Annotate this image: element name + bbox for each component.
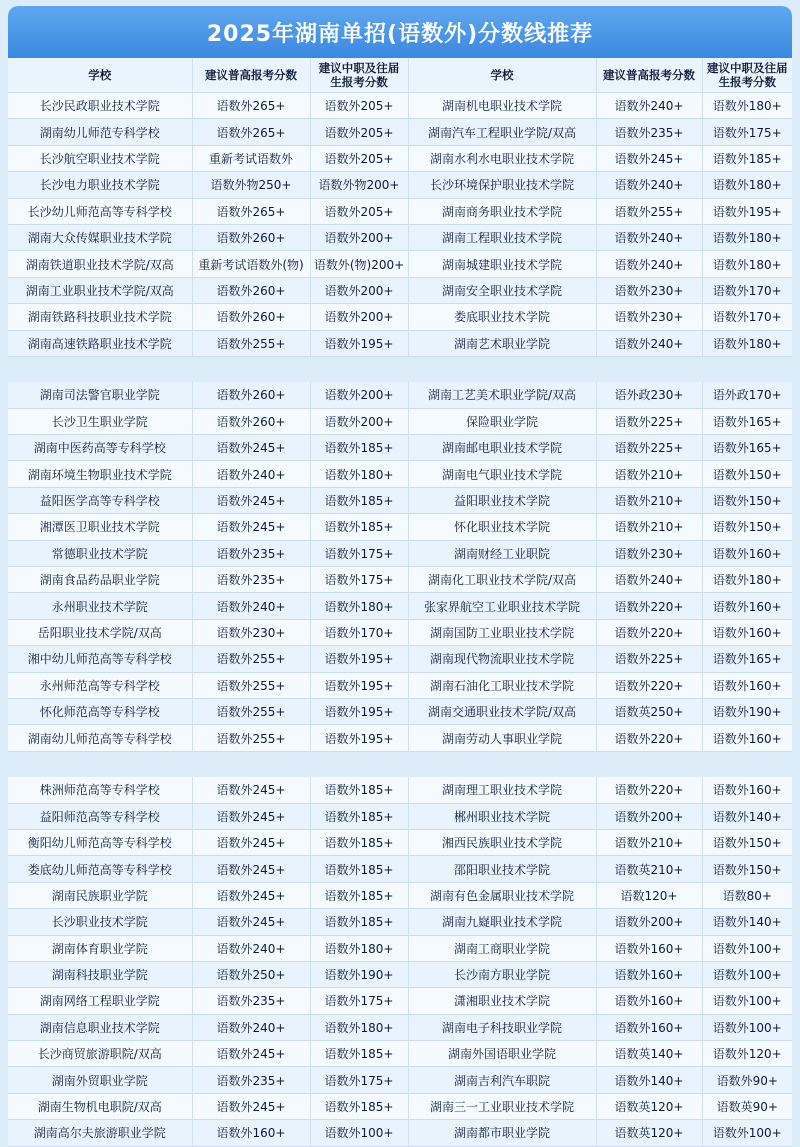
general-score-left: 语数外240+: [192, 935, 310, 961]
vocational-score-left: 语数外180+: [310, 935, 408, 961]
school-name-right: 湖南工艺美术职业学院/双高: [408, 382, 596, 408]
vocational-score-left: 语数外185+: [310, 803, 408, 829]
vocational-score-right: 语数英90+: [702, 1093, 792, 1119]
vocational-score-left: 语数外195+: [310, 672, 408, 698]
vocational-score-left: 语数外195+: [310, 330, 408, 356]
vocational-score-left: 语数外205+: [310, 93, 408, 119]
general-score-left: 语数外230+: [192, 619, 310, 645]
vocational-score-left: 语数外185+: [310, 882, 408, 908]
school-name-right: 潇湘职业技术学院: [408, 988, 596, 1014]
school-name-right: 湖南三一工业职业技术学院: [408, 1093, 596, 1119]
school-name-right: 湖南水利水电职业技术学院: [408, 145, 596, 171]
vocational-score-right: 语数外100+: [702, 1120, 792, 1146]
school-name-right: 湖南理工职业技术学院: [408, 777, 596, 803]
school-name-right: 益阳职业技术学院: [408, 487, 596, 513]
vocational-score-left: 语数外200+: [310, 382, 408, 408]
vocational-score-left: 语数外185+: [310, 1041, 408, 1067]
header-vocational-line1: 建议中职及往届: [707, 61, 788, 75]
vocational-score-right: 语数外180+: [702, 93, 792, 119]
table-row: [8, 330, 792, 356]
general-score-right: 语数外230+: [596, 277, 702, 303]
vocational-score-left: 语数外185+: [310, 829, 408, 855]
school-name-right: 湖南城建职业技术学院: [408, 251, 596, 277]
vocational-score-left: 语数外185+: [310, 435, 408, 461]
general-score-right: 语数外210+: [596, 487, 702, 513]
table-row: [8, 935, 792, 961]
school-name-left: 湖南科技职业学院: [8, 961, 192, 987]
table-row: [8, 514, 792, 540]
table-row: [8, 672, 792, 698]
school-name-left: 湖南民族职业学院: [8, 882, 192, 908]
general-score-right: 语数英120+: [596, 1120, 702, 1146]
vocational-score-left: 语数外185+: [310, 777, 408, 803]
vocational-score-right: 语数外180+: [702, 224, 792, 250]
school-name-left: 湖南司法警官职业学院: [8, 382, 192, 408]
school-name-left: 长沙电力职业技术学院: [8, 172, 192, 198]
vocational-score-right: 语数外150+: [702, 487, 792, 513]
general-score-left: 语数外235+: [192, 988, 310, 1014]
general-score-left: 语数外260+: [192, 224, 310, 250]
table-row: [8, 251, 792, 277]
table-row: [8, 593, 792, 619]
general-score-right: 语数外160+: [596, 935, 702, 961]
general-score-right: 语数英140+: [596, 1041, 702, 1067]
school-name-left: 长沙职业技术学院: [8, 909, 192, 935]
page-title: 2025年湖南单招(语数外)分数线推荐: [206, 21, 594, 47]
school-name-left: 湖南铁道职业技术学院/双高: [8, 251, 192, 277]
title-bar: [8, 6, 792, 58]
general-score-right: 语数外200+: [596, 803, 702, 829]
table-row: [8, 487, 792, 513]
header-vocational-line2: 生报考分数: [330, 75, 388, 89]
vocational-score-right: 语数外100+: [702, 988, 792, 1014]
vocational-score-left: 语数外180+: [310, 461, 408, 487]
school-name-right: 湖南外国语职业学院: [408, 1041, 596, 1067]
school-name-left: 益阳师范高等专科学校: [8, 803, 192, 829]
table-row: [8, 277, 792, 303]
vocational-score-right: 语数外120+: [702, 1041, 792, 1067]
school-name-left: 湖南铁路科技职业技术学院: [8, 304, 192, 330]
school-name-right: 湖南艺术职业学院: [408, 330, 596, 356]
vocational-score-left: 语数外180+: [310, 593, 408, 619]
general-score-right: 语数外220+: [596, 619, 702, 645]
table-row: [8, 567, 792, 593]
school-name-left: 永州师范高等专科学校: [8, 672, 192, 698]
vocational-score-right: 语数外100+: [702, 935, 792, 961]
table-row: [8, 856, 792, 882]
general-score-left: 语数外260+: [192, 277, 310, 303]
vocational-score-right: 语数外140+: [702, 803, 792, 829]
school-name-right: 长沙环境保护职业技术学院: [408, 172, 596, 198]
general-score-right: 语数外160+: [596, 988, 702, 1014]
header-vocational-line1: 建议中职及往届: [318, 61, 400, 75]
general-score-left: 语数外255+: [192, 646, 310, 672]
vocational-score-left: 语数外物200+: [310, 172, 408, 198]
vocational-score-left: 语数外180+: [310, 1014, 408, 1040]
vocational-score-left: 语数外200+: [310, 408, 408, 434]
table-row: [8, 145, 792, 171]
general-score-left: 语数外240+: [192, 461, 310, 487]
vocational-score-left: 语数外195+: [310, 646, 408, 672]
school-name-right: 湖南交通职业技术学院/双高: [408, 698, 596, 724]
vocational-score-right: 语数80+: [702, 882, 792, 908]
school-name-right: 湖南石油化工职业技术学院: [408, 672, 596, 698]
general-score-right: 语数外220+: [596, 672, 702, 698]
table-row: [8, 408, 792, 434]
vocational-score-right: 语数外165+: [702, 435, 792, 461]
table-row: [8, 1067, 792, 1093]
general-score-right: 语数外240+: [596, 330, 702, 356]
table-row: [8, 646, 792, 672]
general-score-right: 语数120+: [596, 882, 702, 908]
school-name-right: 娄底职业技术学院: [408, 304, 596, 330]
vocational-score-left: 语数外(物)200+: [310, 251, 408, 277]
vocational-score-right: 语数外140+: [702, 909, 792, 935]
general-score-left: 语数外235+: [192, 1067, 310, 1093]
school-name-left: 湖南信息职业技术学院: [8, 1014, 192, 1040]
general-score-left: 语数外245+: [192, 514, 310, 540]
general-score-left: 语数外240+: [192, 1014, 310, 1040]
general-score-right: 语数外245+: [596, 145, 702, 171]
vocational-score-right: 语数外100+: [702, 961, 792, 987]
school-name-right: 湖南财经工业职院: [408, 540, 596, 566]
table-row: [8, 777, 792, 803]
school-name-right: 邵阳职业技术学院: [408, 856, 596, 882]
general-score-left: 语数外255+: [192, 698, 310, 724]
school-name-right: 湖南商务职业技术学院: [408, 198, 596, 224]
general-score-left: 语数外245+: [192, 829, 310, 855]
vocational-score-right: 语数外165+: [702, 646, 792, 672]
vocational-score-left: 语数外205+: [310, 198, 408, 224]
vocational-score-left: 语数外185+: [310, 909, 408, 935]
school-name-right: 湖南安全职业技术学院: [408, 277, 596, 303]
general-score-left: 重新考试语数外(物): [192, 251, 310, 277]
general-score-right: 语数英210+: [596, 856, 702, 882]
school-name-left: 衡阳幼儿师范高等专科学校: [8, 829, 192, 855]
table-row: [8, 435, 792, 461]
table-row: [8, 961, 792, 987]
table-header-row: [8, 58, 792, 93]
general-score-right: 语数外200+: [596, 909, 702, 935]
school-name-right: 湖南工商职业学院: [408, 935, 596, 961]
school-name-right: 湖南电气职业技术学院: [408, 461, 596, 487]
school-name-left: 湖南生物机电职院/双高: [8, 1093, 192, 1119]
vocational-score-left: 语数外195+: [310, 698, 408, 724]
school-name-left: 益阳医学高等专科学校: [8, 487, 192, 513]
school-name-left: 怀化师范高等专科学校: [8, 698, 192, 724]
general-score-left: 语数外240+: [192, 593, 310, 619]
vocational-score-left: 语数外175+: [310, 988, 408, 1014]
header-vocational-score: [310, 58, 408, 93]
table-row: [8, 725, 792, 751]
vocational-score-left: 语数外195+: [310, 725, 408, 751]
vocational-score-right: 语数外150+: [702, 461, 792, 487]
table-row: [8, 1120, 792, 1146]
vocational-score-right: 语数外160+: [702, 777, 792, 803]
school-name-left: 湖南中医药高等专科学校: [8, 435, 192, 461]
school-name-left: 长沙幼儿师范高等专科学校: [8, 198, 192, 224]
school-name-left: 长沙卫生职业学院: [8, 408, 192, 434]
general-score-right: 语数外230+: [596, 540, 702, 566]
general-score-left: 语数外265+: [192, 93, 310, 119]
school-name-left: 永州职业技术学院: [8, 593, 192, 619]
school-name-left: 湖南高速铁路职业技术学院: [8, 330, 192, 356]
general-score-right: 语数外210+: [596, 514, 702, 540]
vocational-score-right: 语数外170+: [702, 304, 792, 330]
vocational-score-right: 语数外160+: [702, 725, 792, 751]
vocational-score-left: 语数外185+: [310, 1093, 408, 1119]
vocational-score-left: 语数外205+: [310, 119, 408, 145]
school-name-right: 湖南九嶷职业技术学院: [408, 909, 596, 935]
general-score-right: 语数外225+: [596, 408, 702, 434]
vocational-score-right: 语数外180+: [702, 567, 792, 593]
vocational-score-right: 语数外160+: [702, 672, 792, 698]
general-score-left: 语数外160+: [192, 1120, 310, 1146]
general-score-left: 语数外255+: [192, 725, 310, 751]
school-name-right: 湖南电子科技职业学院: [408, 1014, 596, 1040]
general-score-right: 语数外160+: [596, 961, 702, 987]
general-score-left: 语数外245+: [192, 1041, 310, 1067]
general-score-left: 语数外260+: [192, 382, 310, 408]
school-name-right: 湖南吉利汽车职院: [408, 1067, 596, 1093]
vocational-score-right: 语数外150+: [702, 514, 792, 540]
vocational-score-left: 语数外200+: [310, 224, 408, 250]
table-row: [8, 619, 792, 645]
header-vocational-line2: 生报考分数: [718, 75, 776, 89]
vocational-score-right: 语数外165+: [702, 408, 792, 434]
vocational-score-right: 语数外175+: [702, 119, 792, 145]
table-row: [8, 803, 792, 829]
general-score-right: 语数外220+: [596, 593, 702, 619]
school-name-left: 长沙民政职业技术学院: [8, 93, 192, 119]
vocational-score-left: 语数外175+: [310, 1067, 408, 1093]
vocational-score-left: 语数外205+: [310, 145, 408, 171]
school-name-right: 怀化职业技术学院: [408, 514, 596, 540]
vocational-score-right: 语数外180+: [702, 172, 792, 198]
vocational-score-right: 语数外150+: [702, 829, 792, 855]
general-score-right: 语数外220+: [596, 725, 702, 751]
school-name-right: 湖南工程职业技术学院: [408, 224, 596, 250]
general-score-right: 语数外210+: [596, 829, 702, 855]
school-name-left: 常德职业技术学院: [8, 540, 192, 566]
general-score-right: 语数外240+: [596, 172, 702, 198]
general-score-left: 语数外245+: [192, 909, 310, 935]
vocational-score-right: 语数外180+: [702, 330, 792, 356]
vocational-score-left: 语数外200+: [310, 277, 408, 303]
school-name-right: 湖南劳动人事职业学院: [408, 725, 596, 751]
vocational-score-left: 语数外175+: [310, 567, 408, 593]
school-name-right: 湖南都市职业学院: [408, 1120, 596, 1146]
vocational-score-left: 语数外200+: [310, 304, 408, 330]
vocational-score-right: 语数外150+: [702, 856, 792, 882]
school-name-left: 湖南环境生物职业技术学院: [8, 461, 192, 487]
school-name-right: 湖南汽车工程职业学院/双高: [408, 119, 596, 145]
general-score-right: 语数外240+: [596, 251, 702, 277]
general-score-right: 语外政230+: [596, 382, 702, 408]
table-row: [8, 882, 792, 908]
general-score-left: 语数外235+: [192, 540, 310, 566]
school-name-right: 郴州职业技术学院: [408, 803, 596, 829]
school-name-left: 湖南幼儿师范专科学校: [8, 119, 192, 145]
general-score-right: 语数外235+: [596, 119, 702, 145]
general-score-right: 语数外240+: [596, 93, 702, 119]
vocational-score-right: 语数外160+: [702, 540, 792, 566]
score-table: [8, 58, 792, 1147]
school-name-left: 湖南高尔夫旅游职业学院: [8, 1120, 192, 1146]
table-row: [8, 1093, 792, 1119]
general-score-left: 语数外255+: [192, 330, 310, 356]
table-row: [8, 461, 792, 487]
section-gap-cell: [8, 356, 792, 382]
vocational-score-right: 语数外90+: [702, 1067, 792, 1093]
general-score-right: 语数外225+: [596, 435, 702, 461]
table-row: [8, 988, 792, 1014]
school-name-left: 湘潭医卫职业技术学院: [8, 514, 192, 540]
table-row: [8, 172, 792, 198]
vocational-score-left: 语数外190+: [310, 961, 408, 987]
vocational-score-right: 语数外185+: [702, 145, 792, 171]
header-vocational-score-right: [702, 58, 792, 93]
school-name-left: 湖南大众传媒职业技术学院: [8, 224, 192, 250]
school-name-left: 湖南体育职业学院: [8, 935, 192, 961]
general-score-right: 语数外140+: [596, 1067, 702, 1093]
general-score-right: 语数外160+: [596, 1014, 702, 1040]
general-score-right: 语数英250+: [596, 698, 702, 724]
general-score-left: 语数外245+: [192, 777, 310, 803]
school-name-left: 湖南网络工程职业学院: [8, 988, 192, 1014]
header-school: 学校: [8, 58, 192, 93]
table-row: [8, 304, 792, 330]
school-name-left: 湘中幼儿师范高等专科学校: [8, 646, 192, 672]
vocational-score-left: 语数外175+: [310, 540, 408, 566]
table-row: [8, 198, 792, 224]
table-row: [8, 698, 792, 724]
general-score-left: 语数外255+: [192, 672, 310, 698]
header-general-score: 建议普高报考分数: [192, 58, 310, 93]
vocational-score-right: 语数外100+: [702, 1014, 792, 1040]
school-name-left: 长沙航空职业技术学院: [8, 145, 192, 171]
general-score-right: 语数外210+: [596, 461, 702, 487]
general-score-right: 语数外225+: [596, 646, 702, 672]
general-score-left: 语数外245+: [192, 487, 310, 513]
school-name-left: 娄底幼儿师范高等专科学校: [8, 856, 192, 882]
general-score-right: 语数外255+: [596, 198, 702, 224]
school-name-left: 湖南外贸职业学院: [8, 1067, 192, 1093]
general-score-left: 语数外250+: [192, 961, 310, 987]
general-score-left: 重新考试语数外: [192, 145, 310, 171]
section-gap: [8, 751, 792, 777]
school-name-left: 湖南食品药品职业学院: [8, 567, 192, 593]
general-score-left: 语数外260+: [192, 408, 310, 434]
school-name-right: 湖南有色金属职业技术学院: [408, 882, 596, 908]
table-row: [8, 829, 792, 855]
school-name-right: 湖南国防工业职业技术学院: [408, 619, 596, 645]
school-name-left: 长沙商贸旅游职院/双高: [8, 1041, 192, 1067]
school-name-left: 湖南幼儿师范高等专科学校: [8, 725, 192, 751]
school-name-right: 湖南邮电职业技术学院: [408, 435, 596, 461]
school-name-right: 保险职业学院: [408, 408, 596, 434]
general-score-right: 语数外240+: [596, 567, 702, 593]
general-score-left: 语数外245+: [192, 856, 310, 882]
general-score-right: 语数外220+: [596, 777, 702, 803]
section-gap: [8, 356, 792, 382]
general-score-left: 语数外265+: [192, 119, 310, 145]
vocational-score-right: 语数外160+: [702, 619, 792, 645]
general-score-left: 语数外245+: [192, 882, 310, 908]
general-score-left: 语数外260+: [192, 304, 310, 330]
school-name-right: 湖南化工职业技术学院/双高: [408, 567, 596, 593]
general-score-left: 语数外245+: [192, 803, 310, 829]
school-name-right: 张家界航空工业职业技术学院: [408, 593, 596, 619]
general-score-left: 语数外265+: [192, 198, 310, 224]
general-score-left: 语数外235+: [192, 567, 310, 593]
table-row: [8, 224, 792, 250]
table-row: [8, 909, 792, 935]
vocational-score-right: 语数外190+: [702, 698, 792, 724]
school-name-left: 湖南工业职业技术学院/双高: [8, 277, 192, 303]
vocational-score-left: 语数外185+: [310, 856, 408, 882]
vocational-score-left: 语数外100+: [310, 1120, 408, 1146]
general-score-left: 语数外物250+: [192, 172, 310, 198]
header-general-score-right: 建议普高报考分数: [596, 58, 702, 93]
vocational-score-right: 语数外180+: [702, 251, 792, 277]
vocational-score-right: 语外政170+: [702, 382, 792, 408]
table-row: [8, 382, 792, 408]
table-row: [8, 1014, 792, 1040]
table-row: [8, 93, 792, 119]
vocational-score-right: 语数外195+: [702, 198, 792, 224]
table-row: [8, 119, 792, 145]
table-row: [8, 1041, 792, 1067]
vocational-score-right: 语数外170+: [702, 277, 792, 303]
section-gap-cell: [8, 751, 792, 777]
general-score-right: 语数英120+: [596, 1093, 702, 1119]
general-score-right: 语数外230+: [596, 304, 702, 330]
school-name-right: 湘西民族职业技术学院: [408, 829, 596, 855]
vocational-score-left: 语数外185+: [310, 514, 408, 540]
general-score-right: 语数外240+: [596, 224, 702, 250]
general-score-left: 语数外245+: [192, 1093, 310, 1119]
table-row: [8, 540, 792, 566]
school-name-left: 株洲师范高等专科学校: [8, 777, 192, 803]
vocational-score-left: 语数外170+: [310, 619, 408, 645]
vocational-score-left: 语数外185+: [310, 487, 408, 513]
header-school-right: 学校: [408, 58, 596, 93]
school-name-left: 岳阳职业技术学院/双高: [8, 619, 192, 645]
school-name-right: 湖南机电职业技术学院: [408, 93, 596, 119]
general-score-left: 语数外245+: [192, 435, 310, 461]
vocational-score-right: 语数外160+: [702, 593, 792, 619]
school-name-right: 湖南现代物流职业技术学院: [408, 646, 596, 672]
school-name-right: 长沙南方职业学院: [408, 961, 596, 987]
